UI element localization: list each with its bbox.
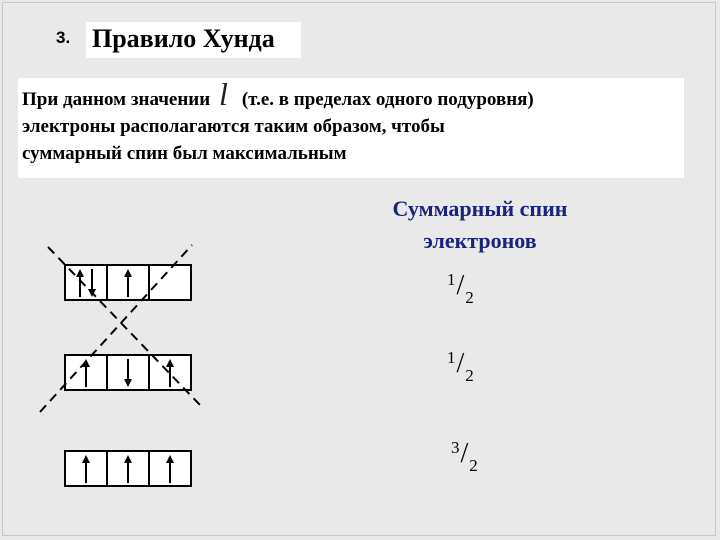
spin-value-3-num: 3 [451, 438, 460, 457]
rule-part1: При данном значении [22, 89, 211, 110]
orbital-row-2 [65, 355, 191, 390]
orbital-row-1 [65, 265, 191, 300]
fraction-slash: / [460, 438, 469, 469]
slide-number: 3. [56, 28, 71, 47]
spin-value-1-num: 1 [447, 270, 456, 289]
fraction-slash: / [456, 348, 465, 379]
quantum-number-symbol: l [218, 76, 228, 112]
rule-part2: (т.е. в пределах одного подуровня) [241, 89, 534, 110]
spin-header-line1: Суммарный спин [392, 196, 568, 221]
spin-value-1-den: 2 [465, 288, 474, 307]
orbital-cell [149, 265, 191, 300]
slide-title: Правило Хунда [92, 24, 275, 53]
spin-value-3-den: 2 [469, 456, 478, 475]
spin-header-line2: электронов [423, 228, 537, 253]
fraction-slash: / [456, 270, 465, 301]
spin-value-2-den: 2 [465, 366, 474, 385]
rule-line-2: электроны располагаются таким образом, чтобы [22, 116, 445, 137]
rule-line-3: суммарный спин был максимальным [22, 143, 347, 164]
orbital-row-3 [65, 451, 191, 486]
spin-value-2-num: 1 [447, 348, 456, 367]
